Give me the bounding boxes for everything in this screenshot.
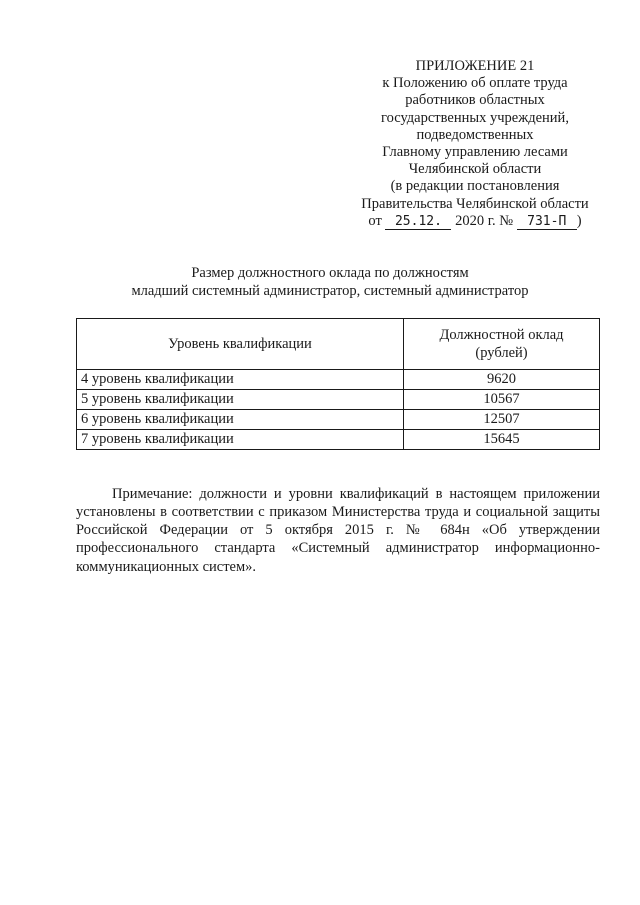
appendix-line: (в редакции постановления xyxy=(390,178,560,195)
appendix-line: подведомственных xyxy=(416,126,534,143)
appendix-header xyxy=(340,58,610,230)
qualification-level-cell: 6 уровень квалификации xyxy=(77,410,404,430)
appendix-line: государственных учреждений, xyxy=(381,109,569,126)
salary-cell: 12507 xyxy=(404,410,600,430)
qualification-level-cell: 7 уровень квалификации xyxy=(77,430,404,450)
note-paragraph: Примечание: должности и уровни квалификаций в настоящем приложении установлены в соответствии с приказом Министерства труда и социальной защиты Российской Федерации от 5 октября 2015 г. № 684н «Об утверждении профессионального стандарта «Системный администратор информационно-коммуникационных систем». xyxy=(76,485,600,575)
appendix-line: к Положению об оплате труда xyxy=(382,75,568,92)
salary-table xyxy=(76,318,600,450)
salary-cell: 9620 xyxy=(404,370,600,390)
table-header-row xyxy=(77,319,600,370)
resolution-date: 25.12. xyxy=(385,214,451,230)
table-row xyxy=(77,430,600,450)
header-qualification-level: Уровень квалификации xyxy=(77,319,404,370)
year-text: 2020 г. № xyxy=(455,212,514,229)
salary-cell: 15645 xyxy=(404,430,600,450)
table-row xyxy=(77,390,600,410)
appendix-line: Правительства Челябинской области xyxy=(361,195,589,212)
header-salary-line-2: (рублей) xyxy=(475,345,528,361)
title-line-1: Размер должностного оклада по должностям xyxy=(191,265,469,281)
resolution-number: 731-П xyxy=(517,214,577,230)
table-row xyxy=(77,410,600,430)
appendix-title: ПРИЛОЖЕНИЕ 21 xyxy=(415,58,535,74)
appendix-line: Главному управлению лесами xyxy=(382,144,568,161)
document-title xyxy=(60,264,600,300)
qualification-level-cell: 5 уровень квалификации xyxy=(77,390,404,410)
appendix-line: работников областных xyxy=(405,92,545,109)
table-row xyxy=(77,370,600,390)
appendix-line: Челябинской области xyxy=(408,161,542,178)
title-line-2: младший системный администратор, системный администратор xyxy=(131,283,529,299)
salary-cell: 10567 xyxy=(404,390,600,410)
close-paren: ) xyxy=(576,212,582,229)
date-prefix: от xyxy=(368,212,382,229)
qualification-level-cell: 4 уровень квалификации xyxy=(77,370,404,390)
header-salary-line-1: Должностной оклад xyxy=(439,327,564,343)
resolution-date-line xyxy=(340,213,610,230)
header-salary xyxy=(404,319,600,370)
